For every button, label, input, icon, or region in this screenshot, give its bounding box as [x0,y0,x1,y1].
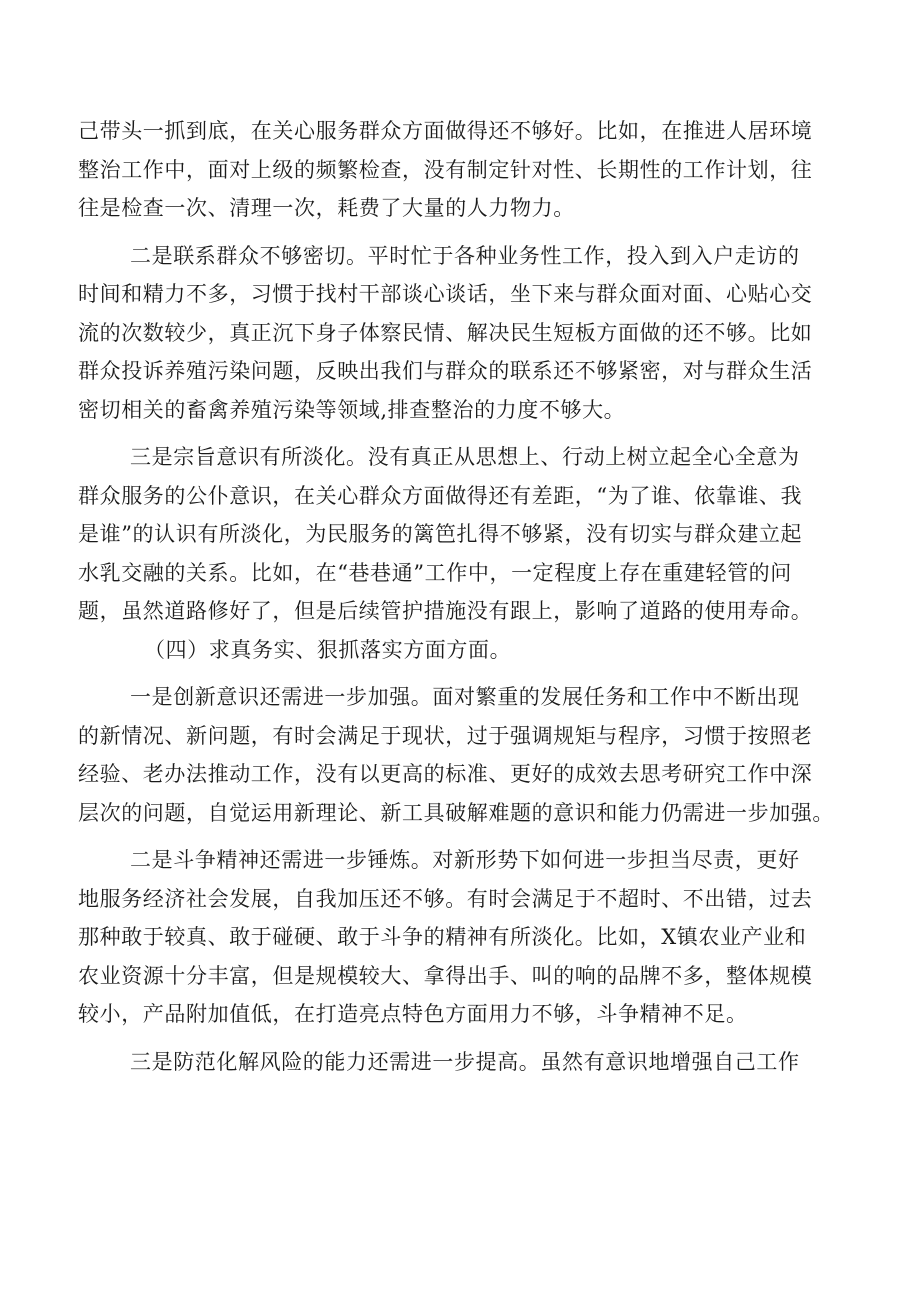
text-line: 地服务经济社会发展，自我加压还不够。有时会满足于不超时、不出错，过去 [78,886,813,911]
text-line: 流的次数较少，真正沉下身子体察民情、解决民生短板方面做的还不够。比如 [78,320,813,345]
text-line: 是谁”的认识有所淡化，为民服务的篱笆扎得不够紧，没有切实与群众建立起 [78,522,803,546]
document-body [78,112,854,1081]
text-line: 那种敢于较真、敢于碰硬、敢于斗争的精神有所淡化。比如，X镇农业产业和 [78,925,807,949]
paragraph-start-line: 二是斗争精神还需进一步锤炼。对新形势下如何进一步担当尽责，更好 [130,848,800,872]
paragraph-start-line: 三是宗旨意识有所淡化。没有真正从思想上、行动上树立起全心全意为 [130,445,800,469]
text-line: 水乳交融的关系。比如，在“巷巷通”工作中，一定程度上存在重建轻管的问 [78,560,792,585]
text-line: 经验、老办法推动工作，没有以更高的标准、更好的成效去思考研究工作中深 [78,762,813,786]
paragraph-start-line: 三是防范化解风险的能力还需进一步提高。虽然有意识地增强自己工作 [130,1049,800,1074]
text-line: 群众投诉养殖污染问题，反映出我们与群众的联系还不够紧密，对与群众生活 [78,359,813,383]
text-line: 往是检查一次、清理一次，耗费了大量的人力物力。 [78,196,575,220]
section-heading: （四）求真务实、狠抓落实方面方面。 [144,637,512,662]
text-line: 时间和精力不多，习惯于找村干部谈心谈话，坐下来与群众面对面、心贴心交 [78,282,813,306]
text-line: 农业资源十分丰富，但是规模较大、拿得出手、叫的响的品牌不多，整体规模 [78,963,813,988]
text-line: 题，虽然道路修好了，但是后续管护措施没有跟上，影响了道路的使用寿命。 [78,599,813,623]
paragraph-start-line: 二是联系群众不够密切。平时忙于各种业务性工作，投入到入户走访的 [130,243,800,268]
text-line: 较小，产品附加值低，在打造亮点特色方面用力不够，斗争精神不足。 [78,1002,748,1026]
paragraph-start-line: 一是创新意识还需进一步加强。面对繁重的发展任务和工作中不断出现 [130,685,800,709]
text-line: 己带头一抓到底，在关心服务群众方面做得还不够好。比如，在推进人居环境 [78,119,813,143]
text-line: 密切相关的畜禽养殖污染等领域,排查整治的力度不够大。 [78,397,626,422]
text-line: 群众服务的公仆意识，在关心群众方面做得还有差距，“为了谁、依靠谁、我 [78,483,803,508]
text-line: 的新情况、新问题，有时会满足于现状，过于强调规矩与程序，习惯于按照老 [78,723,813,748]
text-line: 整治工作中，面对上级的频繁检查，没有制定针对性、长期性的工作计划，往 [78,157,813,182]
text-line: 层次的问题，自觉运用新理论、新工具破解难题的意识和能力仍需进一步加强。 [78,800,834,825]
